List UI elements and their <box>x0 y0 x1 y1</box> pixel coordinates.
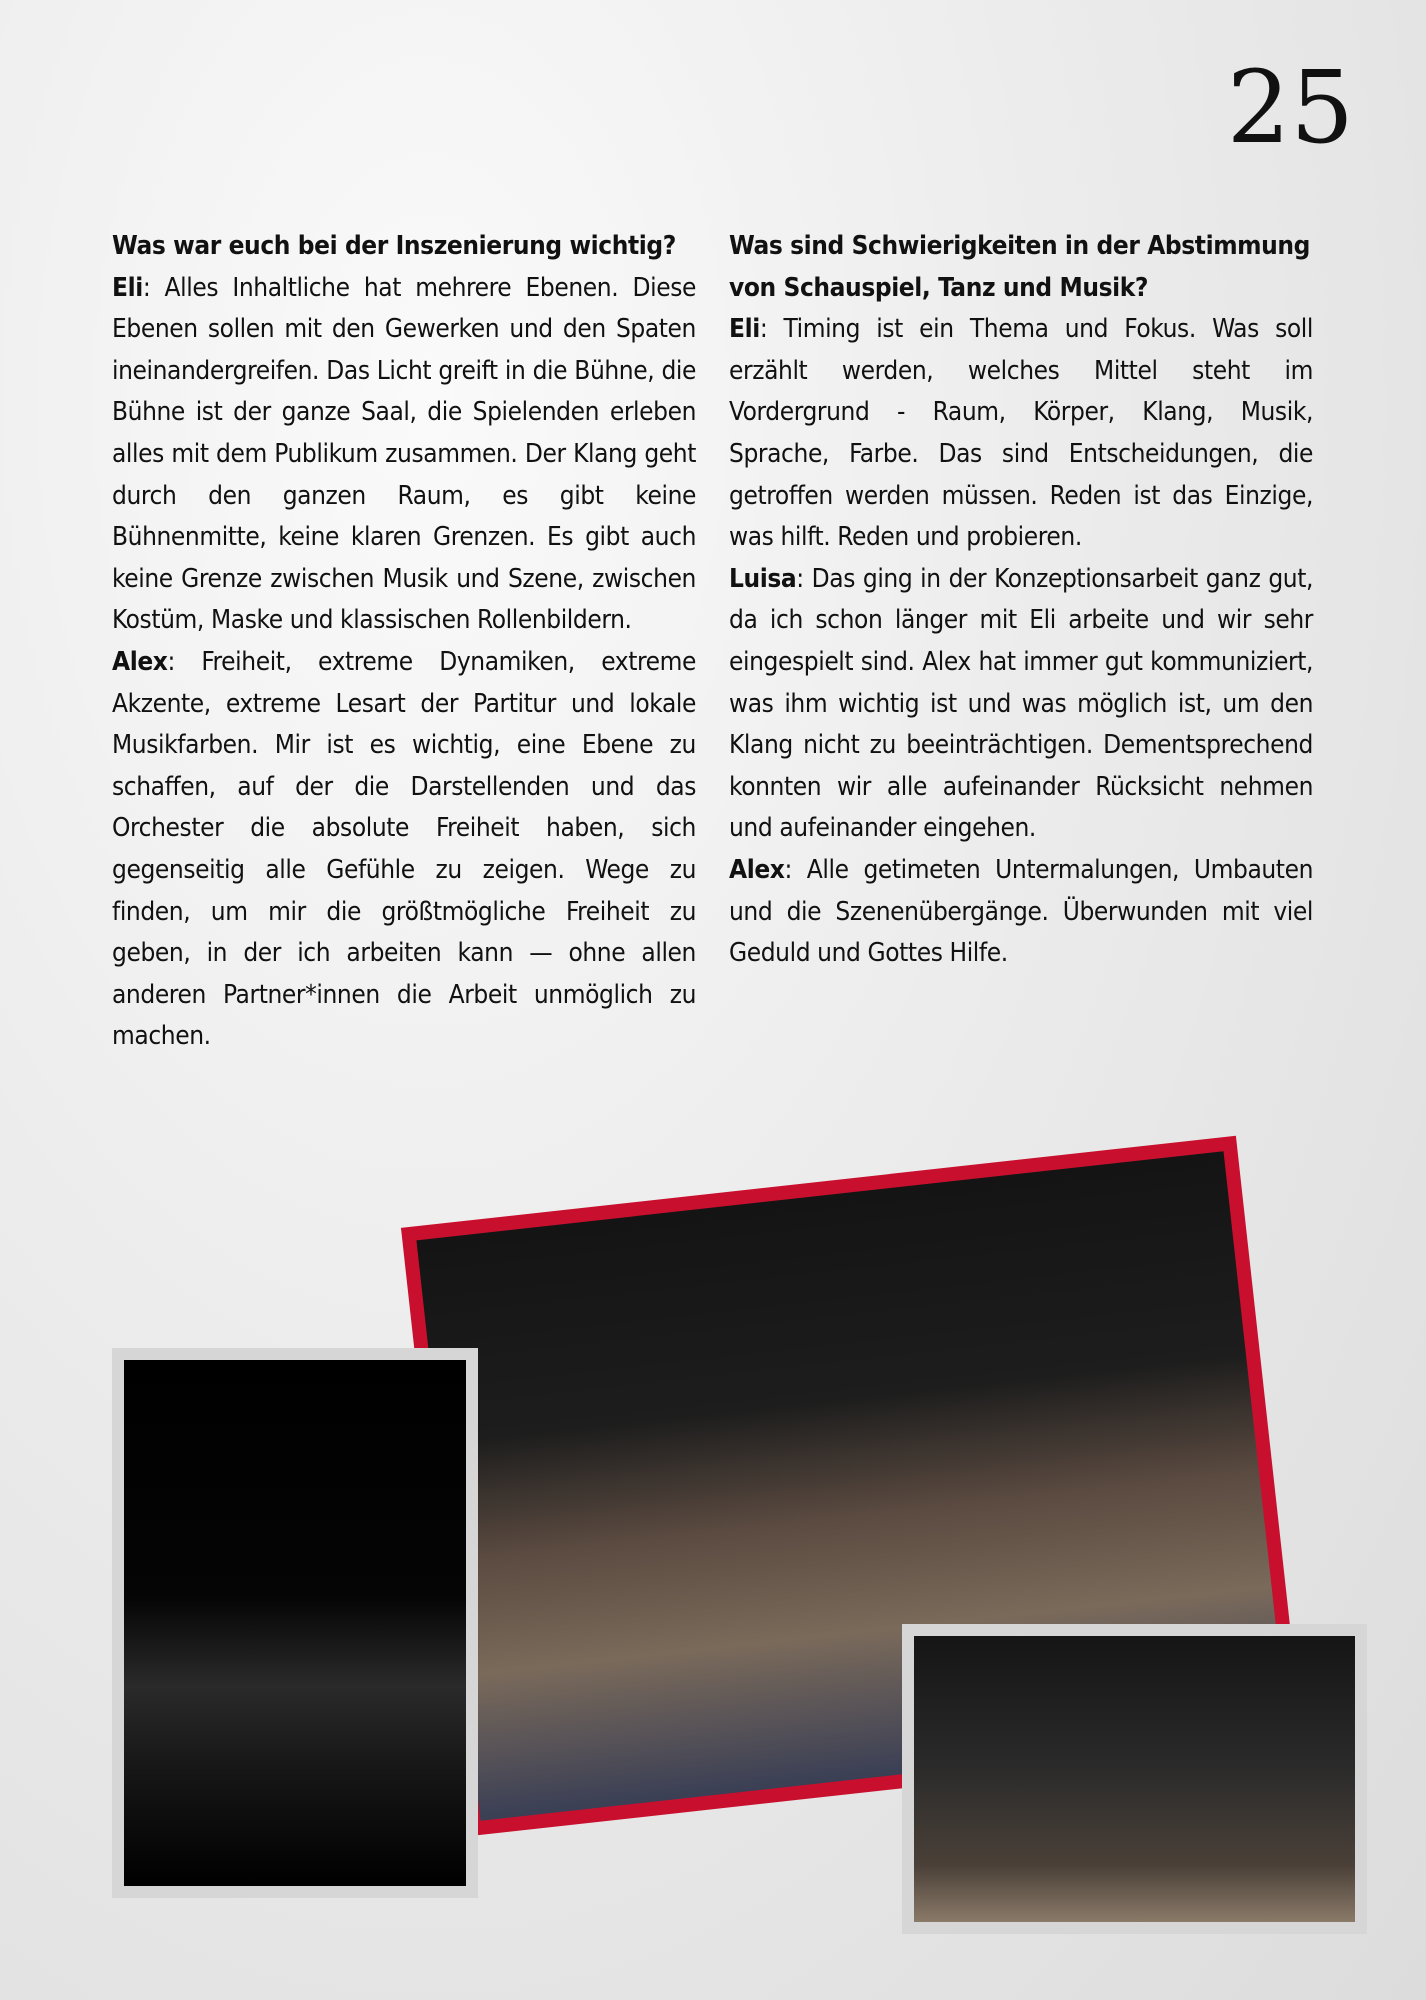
speaker-name: Eli <box>729 314 760 345</box>
page-number: 25 <box>1226 49 1354 166</box>
speaker-name: Alex <box>729 854 785 885</box>
pianist-photo <box>112 1348 478 1898</box>
speaker-name: Alex <box>112 646 168 677</box>
left-column <box>112 226 696 1058</box>
question-heading: Was war euch bei der Inszenierung wichtig? <box>112 231 676 261</box>
answer-paragraph <box>112 268 696 642</box>
speaker-name: Eli <box>112 272 143 303</box>
answer-text: : Timing ist ein Thema und Fokus. Was soll erzählt werden, welches Mittel steht im Vordergrund - Raum, Körper, Klang, Musik, Sprache, Farbe. Das sind Entscheidungen, die getroffen werden müssen. Reden ist das Einzige, was hilft. Reden und probieren. <box>729 314 1313 553</box>
right-column <box>729 226 1313 975</box>
answer-text: : Das ging in der Konzeptionsarbeit ganz gut, da ich schon länger mit Eli arbeite und wir sehr eingespielt sind. Alex hat immer gut kommuniziert, was ihm wichtig ist und was möglich ist, um den Klang nicht zu beeinträchtigen. Dementsprechend konnten wir alle aufeinander Rücksicht nehmen und aufeinander eingehen. <box>729 563 1313 844</box>
answer-text: : Alles Inhaltliche hat mehrere Ebenen. Diese Ebenen sollen mit den Gewerken und den Spaten ineinandergreifen. Das Licht greift in die Bühne, die Bühne ist der ganze Saal, die Spielenden erleben alles mit dem Publikum zusammen. Der Klang geht durch den ganzen Raum, es gibt keine Bühnenmitte, keine klaren Grenzen. Es gibt auch keine Grenze zwischen Musik und Szene, zwischen Kostüm, Maske und klassischen Rollenbildern. <box>112 272 696 636</box>
answer-paragraph <box>729 309 1313 559</box>
answer-paragraph <box>729 559 1313 850</box>
answer-text: : Freiheit, extreme Dynamiken, extreme Akzente, extreme Lesart der Partitur und lokale Musikfarben. Mir ist es wichtig, eine Ebene zu schaffen, auf der die Darstellenden und das Orchester die absolute Freiheit haben, sich gegenseitig alle Gefühle zu zeigen. Wege zu finden, um mir die größtmögliche Freiheit zu geben, in der ich arbeiten kann — ohne allen anderen Partner*innen die Arbeit unmöglich zu machen. <box>112 646 696 1052</box>
answer-paragraph <box>729 850 1313 975</box>
speaker-name: Luisa <box>729 563 797 594</box>
stage-scene-photo <box>902 1624 1367 1934</box>
answer-paragraph <box>112 642 696 1058</box>
question-heading: Was sind Schwierigkeiten in der Abstimmung von Schauspiel, Tanz und Musik? <box>729 231 1311 303</box>
answer-text: : Alle getimeten Untermalungen, Umbauten und die Szenenübergänge. Überwunden mit viel Geduld und Gottes Hilfe. <box>729 854 1313 969</box>
photo-image <box>914 1636 1355 1922</box>
photo-image <box>124 1360 466 1886</box>
